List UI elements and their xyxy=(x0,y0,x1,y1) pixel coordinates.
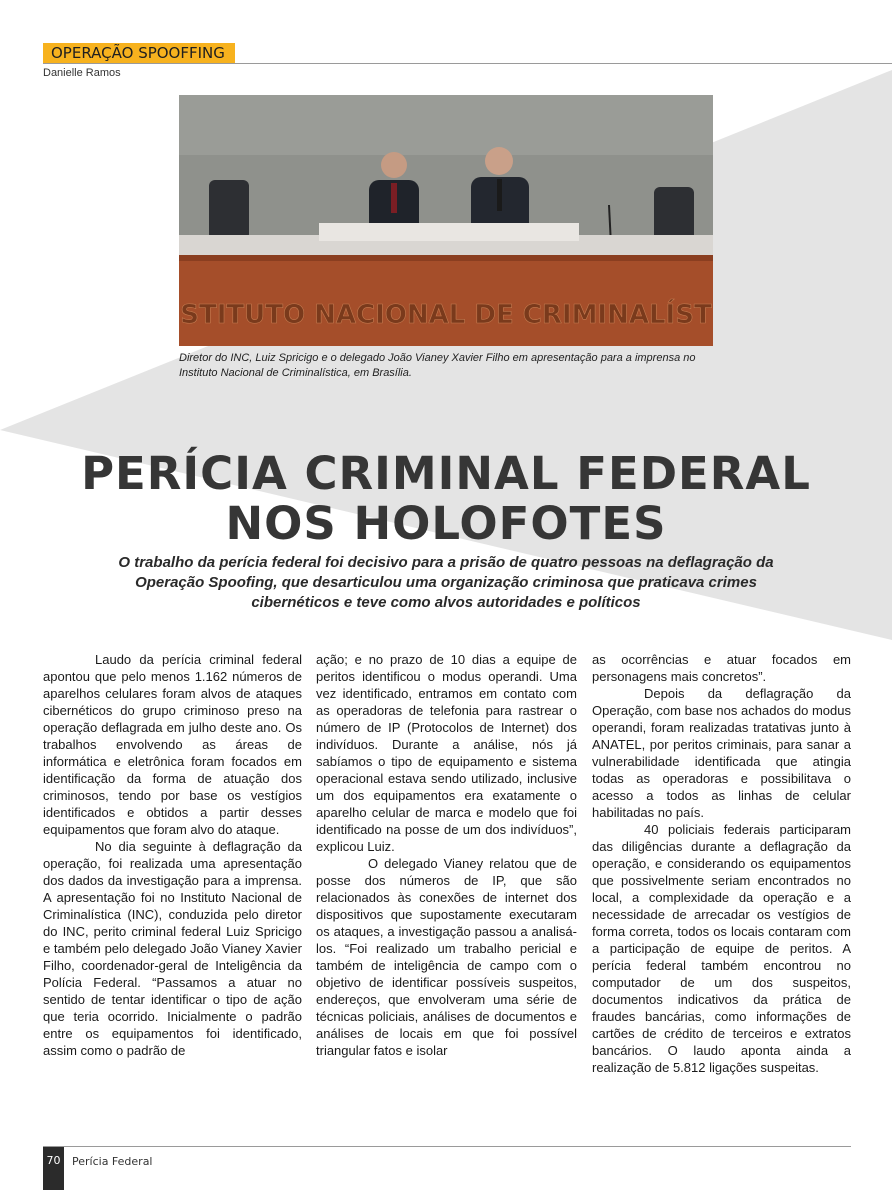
photo-sign-text: STITUTO NACIONAL DE CRIMINALÍST xyxy=(180,300,712,330)
paragraph: Laudo da perícia criminal federal apontou que pelo menos 1.162 números de aparelhos celulares foram alvos de ataques cibernéticos do grupo criminoso preso na operação deflagrada em julho deste ano. Os trabalhos envolvendo as áreas de informática e eletrônica foram focados em identificação da forma de atuação dos criminosos, tendo por base os vestígios identificados e obtidos a partir desses equipamentos que foram alvo do ataque. xyxy=(43,652,302,837)
top-divider xyxy=(43,63,892,64)
paragraph: ação; e no prazo de 10 dias a equipe de peritos identificou o modus operandi. Uma vez identificado, entramos em contato com as operadoras de telefonia para rastrear o número de IP (Protocolos de Internet) dos indivíduos. Durante a análise, nós já sabíamos o tipo de equipamento e sistema operacional estava sendo utilizado, inclusive um dos equipamentos era exatamente o aparelho celular de marca e modelo que foi identificado na posse de um dos indivíduos”, explicou Luiz. xyxy=(316,652,577,854)
section-tag: OPERAÇÃO SPOOFFING xyxy=(43,43,235,64)
subheadline: O trabalho da perícia federal foi decisivo para a prisão de quatro pessoas na deflagração da Operação Spoofing, que desarticulou uma organização criminosa que praticava crimes cibernéticos e teve como alvos autoridades e políticos xyxy=(118,554,774,611)
headline-line-1: PERÍCIA CRIMINAL FEDERAL xyxy=(81,447,811,500)
article-column-1 xyxy=(43,651,302,1059)
article-photo xyxy=(179,95,713,346)
paragraph: O delegado Vianey relatou que de posse dos números de IP, que são relacionados às conexões de internet dos dispositivos que supostamente executaram os ataques, a investigação passou a analisá-los. “Foi realizado um trabalho pericial e também de inteligência de campo com o objetivo de identificar possíveis suspeitos, endereços, que envolveram uma série de técnicas policiais, análises de documentos e análises de locais em que foi possível triangular fatos e isolar xyxy=(316,856,577,1058)
photo-caption: Diretor do INC, Luiz Spricigo e o delegado João Vianey Xavier Filho em apresentação para a imprensa no Instituto Nacional de Criminalística, em Brasília. xyxy=(179,352,696,379)
headline-line-2: NOS HOLOFOTES xyxy=(225,497,667,550)
paragraph: Depois da deflagração da Operação, com base nos achados do modus operandi, foram realizadas tratativas junto à ANATEL, por peritos criminais, para sanar a vulnerabilidade identificada que atingia todas as operadoras e possibilitava o acesso a todos as linhas de celular habilitadas no país. xyxy=(592,686,851,820)
page-number: 70 xyxy=(43,1147,64,1190)
magazine-name: Perícia Federal xyxy=(72,1155,153,1168)
paragraph: 40 policiais federais participaram das diligências durante a deflagração da operação, e considerando os equipamentos que possivelmente seriam encontrados no local, a complexidade da operação e a necessidade de arrecadar os vestígios de forma correta, todos os locais contaram com a participação de equipe de peritos. A perícia federal também encontrou no computador de um dos suspeitos, documentos indicativos da prática de fraudes bancárias, como informações de cartões de crédito de terceiros e extratos bancários. O laudo aponta ainda a realização de 5.812 ligações suspeitas. xyxy=(592,822,851,1075)
article-column-3 xyxy=(592,651,851,1076)
author-name: Danielle Ramos xyxy=(43,67,121,79)
paragraph: No dia seguinte à deflagração da operação, foi realizada uma apresentação dos dados da investigação para a imprensa. A apresentação foi no Instituto Nacional de Criminalística (INC), conduzida pelo diretor do INC, perito criminal federal Luiz Spricigo e também pelo delegado João Vianey Xavier Filho, coordenador-geral de Inteligência da Polícia Federal. “Passamos a atuar no sentido de tentar identificar o tipo de ação que teria ocorrido. Inicialmente o padrão entre os equipamentos foi identificado, assim como o padrão de xyxy=(43,839,302,1058)
paragraph: as ocorrências e atuar focados em personagens mais concretos”. xyxy=(592,652,851,684)
bottom-divider xyxy=(43,1146,851,1147)
article-column-2 xyxy=(316,651,577,1059)
